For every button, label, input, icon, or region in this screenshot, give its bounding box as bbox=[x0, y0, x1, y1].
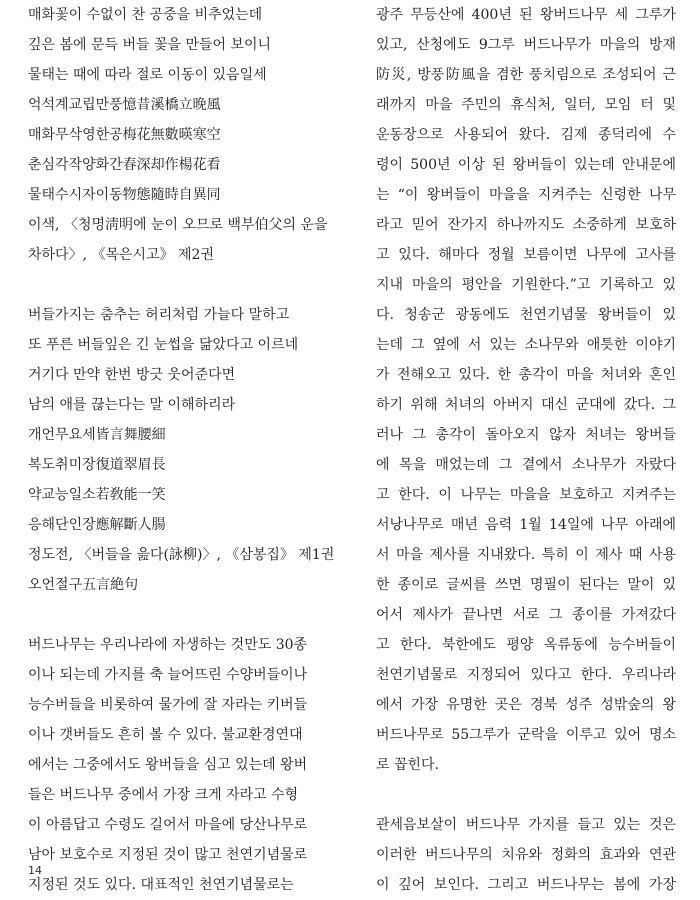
prose-line: 로 꼽힌다. bbox=[376, 757, 439, 773]
prose-line: 지정된 것도 있다. 대표적인 천연기념물로는 bbox=[28, 877, 294, 893]
right-column bbox=[376, 0, 676, 900]
prose-line: 어서 제사가 끝나면 서로 그 종이를 가져갔다 bbox=[376, 607, 676, 623]
prose-paragraph bbox=[28, 630, 338, 900]
prose-line: 한 종이로 글씨를 쓰면 명필이 된다는 말이 있 bbox=[376, 577, 676, 593]
prose-paragraph bbox=[376, 810, 676, 900]
prose-line: 래까지 마을 주민의 휴식처, 일터, 모임 터 및 bbox=[376, 97, 676, 113]
poem-citation: 오언절구五言絶句 bbox=[28, 577, 139, 593]
prose-line: 가 전해오고 있다. 한 총각이 마을 처녀와 혼인 bbox=[376, 367, 676, 383]
poem-line: 남의 애를 끊는다는 말 이해하리라 bbox=[28, 397, 236, 413]
prose-line: 운동장으로 사용되어 왔다. 김제 종덕리에 수 bbox=[376, 127, 676, 143]
prose-line: 고 있다. 해마다 정월 보름이면 나무에 고사를 bbox=[376, 247, 676, 263]
poem-citation: 이색, 〈청명淸明에 눈이 오므로 백부伯父의 운을 bbox=[28, 217, 328, 233]
prose-line: 이 아름답고 수령도 길어서 마을에 당산나무로 bbox=[28, 817, 308, 833]
prose-line: 령이 500년 이상 된 왕버들이 있는데 안내문에 bbox=[376, 157, 676, 173]
prose-line: 이 깊어 보인다. 그리고 버드나무는 봄에 가장 bbox=[376, 877, 676, 893]
prose-line: 이러한 버드나무의 치유와 정화의 효과와 연관 bbox=[376, 847, 676, 863]
prose-line: 남아 보호수로 지정된 것이 많고 천연기념물로 bbox=[28, 847, 308, 863]
poem-line: 응해단인장應解斷人腸 bbox=[28, 517, 166, 533]
prose-line: 라고 믿어 잔가지 하나까지도 소중하게 보호하 bbox=[376, 217, 676, 233]
poem-line: 약교능일소若敎能一笑 bbox=[28, 487, 166, 503]
prose-line: 에 목을 매었는데 그 곁에서 소나무가 자랐다 bbox=[376, 457, 676, 473]
prose-line: 하기 위해 처녀의 아버지 대신 군대에 갔다. 그 bbox=[376, 397, 676, 413]
prose-line: 다. 청송군 광동에도 천연기념물 왕버들이 있 bbox=[376, 307, 676, 323]
prose-line: 는데 그 옆에 서 있는 소나무와 애틋한 이야기 bbox=[376, 337, 676, 353]
prose-line: 이나 갯버들도 흔히 볼 수 있다. 불교환경연대 bbox=[28, 727, 303, 743]
spacer bbox=[376, 780, 676, 810]
prose-line: 버드나무로 55그루가 군락을 이루고 있어 명소 bbox=[376, 727, 676, 743]
prose-line: 버드나무는 우리나라에 자생하는 것만도 30종 bbox=[28, 637, 308, 653]
poem-citation: 차하다〉, 《목은시고》 제2권 bbox=[28, 247, 214, 263]
prose-line: 능수버들을 비롯하여 물가에 잘 자라는 키버들 bbox=[28, 697, 308, 713]
poem-line: 개언무요세皆言舞腰細 bbox=[28, 427, 166, 443]
prose-line: 있고, 산청에도 9그루 버드나무가 마을의 방재 bbox=[376, 37, 676, 53]
prose-line: 서 마을 제사를 지내왔다. 특히 이 제사 때 사용 bbox=[376, 547, 676, 563]
prose-line: 이나 되는데 가지를 축 늘어뜨린 수양버들이나 bbox=[28, 667, 308, 683]
prose-line: 천연기념물로 지정되어 있다고 한다. 우리나라 bbox=[376, 667, 676, 683]
poem-line: 깊은 봄에 문득 버들 꽃을 만들어 보이니 bbox=[28, 37, 272, 53]
prose-line: 고 한다. 이 나무는 마을을 보호하고 지켜주는 bbox=[376, 487, 676, 503]
prose-line: 는 “이 왕버들이 마을을 지켜주는 신령한 나무 bbox=[376, 187, 676, 203]
prose-line: 광주 무등산에 400년 된 왕버드나무 세 그루가 bbox=[376, 7, 676, 23]
poem-line: 매화꽃이 수없이 찬 공중을 비추었는데 bbox=[28, 7, 263, 23]
prose-line: 지내 마을의 평안을 기원한다.”고 기록하고 있 bbox=[376, 277, 676, 293]
poem-line: 물태는 때에 따라 절로 이동이 있음일세 bbox=[28, 67, 267, 83]
poem-line: 복도취미장復道翠眉長 bbox=[28, 457, 166, 473]
prose-paragraph bbox=[376, 0, 676, 780]
poem-line: 매화무삭영한공梅花無數暎寒空 bbox=[28, 127, 221, 143]
prose-line: 러나 그 총각이 돌아오지 않자 처녀는 왕버들 bbox=[376, 427, 676, 443]
poem-line: 물태수시자이동物態隨時自異同 bbox=[28, 187, 221, 203]
prose-line: 들은 버드나무 중에서 가장 크게 자라고 수형 bbox=[28, 787, 299, 803]
prose-line: 고 한다. 북한에도 평양 옥류동에 능수버들이 bbox=[376, 637, 676, 653]
poem-line: 버들가지는 춤추는 허리처럼 가늘다 말하고 bbox=[28, 307, 290, 323]
prose-line: 에서는 그중에서도 왕버들을 심고 있는데 왕버 bbox=[28, 757, 308, 773]
poem-2 bbox=[28, 300, 338, 600]
poem-line: 억석계교립만풍憶昔溪橋立晚風 bbox=[28, 97, 221, 113]
page-number: 14 bbox=[28, 864, 42, 877]
prose-line: 관세음보살이 버드나무 가지를 들고 있는 것은 bbox=[376, 817, 676, 833]
prose-line: 防災, 방풍防風을 겸한 풍치림으로 조성되어 근 bbox=[376, 67, 676, 83]
poem-line: 춘심각작양화간春深却作楊花看 bbox=[28, 157, 221, 173]
poem-line: 거기다 만약 한번 방긋 웃어준다면 bbox=[28, 367, 236, 383]
poem-1 bbox=[28, 0, 338, 270]
spacer bbox=[28, 600, 338, 630]
prose-line: 서낭나무로 매년 음력 1월 14일에 나무 아래에 bbox=[376, 517, 676, 533]
left-column bbox=[28, 0, 338, 900]
spacer bbox=[28, 270, 338, 300]
poem-citation: 정도전, 〈버들을 읊다(詠柳)〉, 《삼봉집》 제1권 bbox=[28, 547, 335, 563]
poem-line: 또 푸른 버들잎은 긴 눈썹을 닮았다고 이르네 bbox=[28, 337, 299, 353]
prose-line: 에서 가장 유명한 곳은 경북 성주 성밖숲의 왕 bbox=[376, 697, 676, 713]
